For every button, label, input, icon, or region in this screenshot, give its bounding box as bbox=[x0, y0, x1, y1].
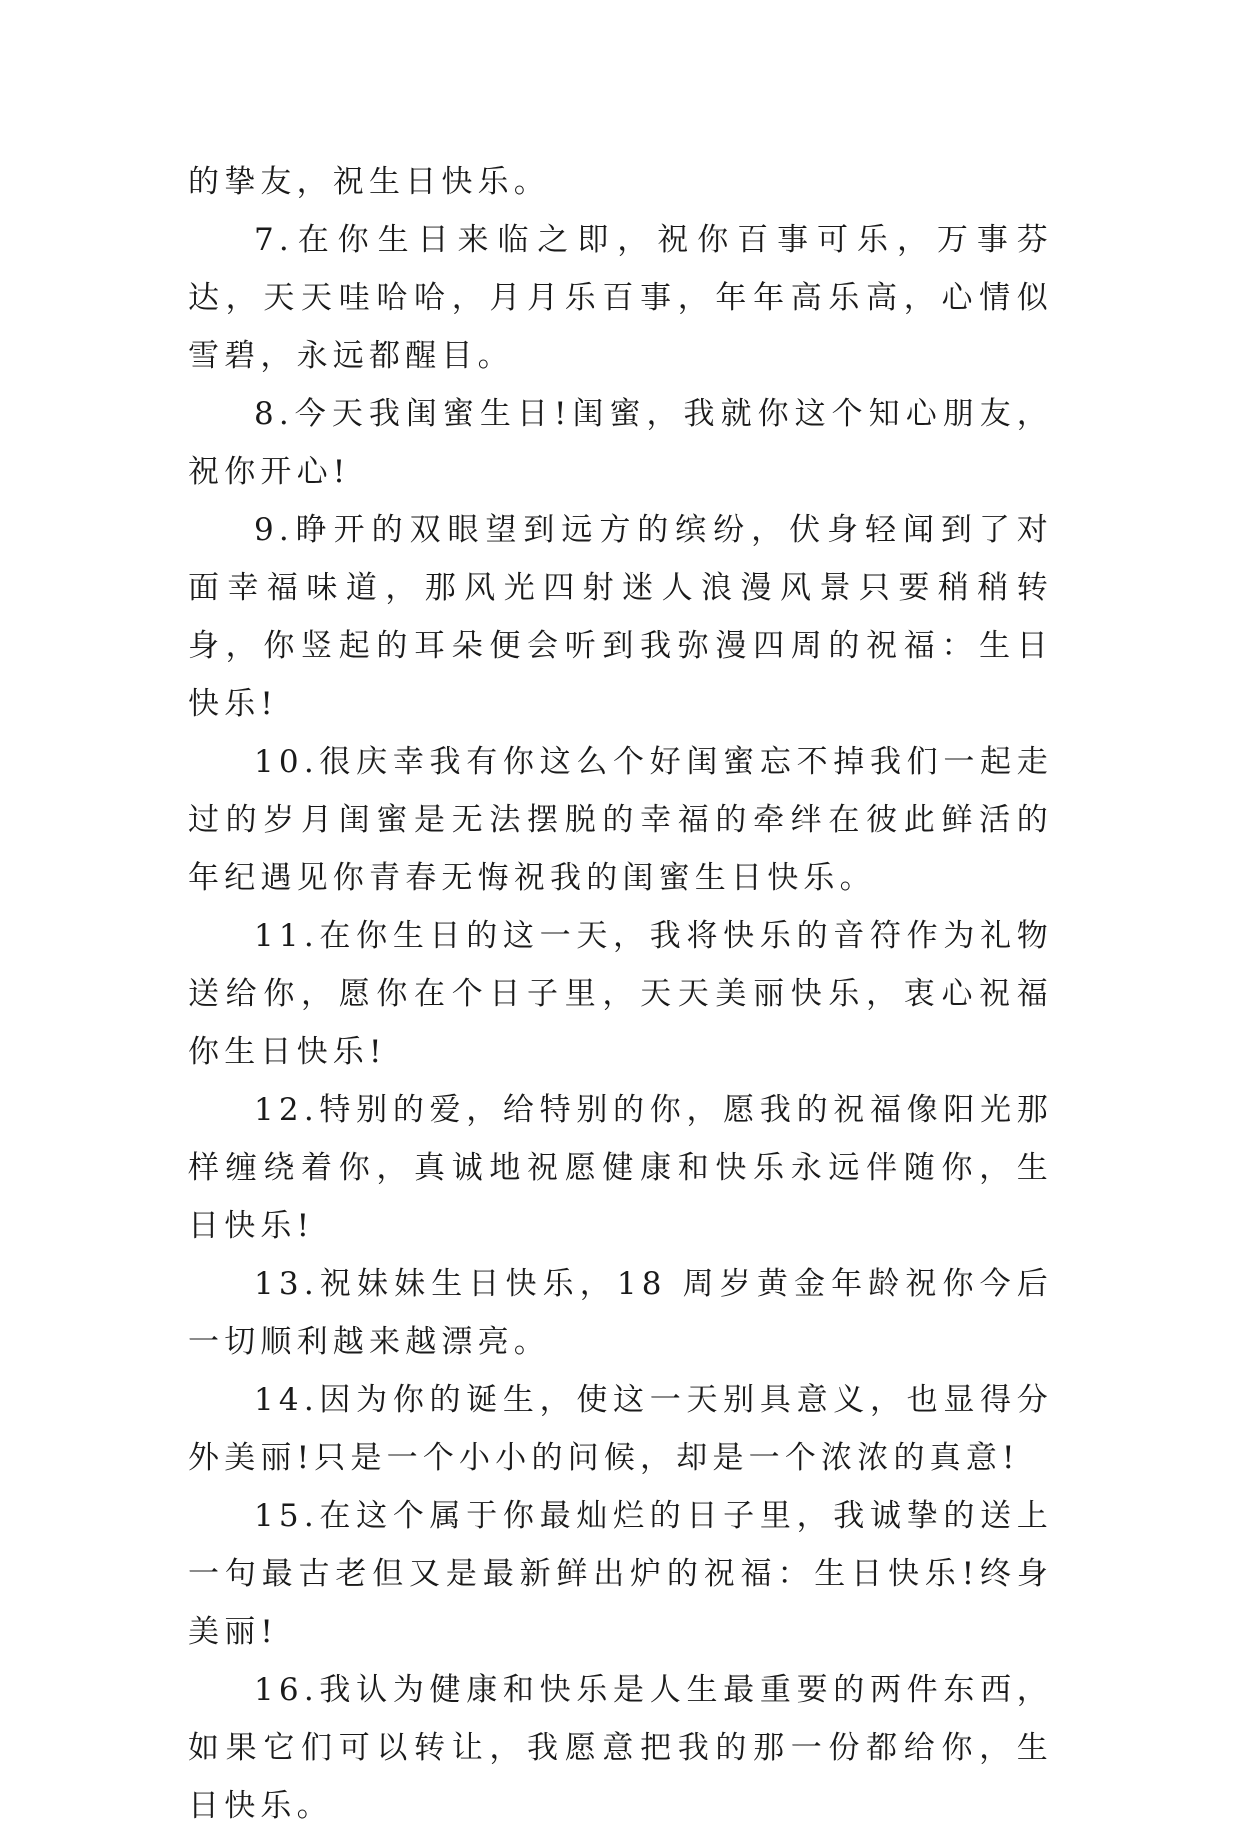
paragraph-item-10: 10.很庆幸我有你这么个好闺蜜忘不掉我们一起走过的岁月闺蜜是无法摆脱的幸福的牵绊在彼此鲜活的年纪遇见你青春无悔祝我的闺蜜生日快乐。 bbox=[188, 744, 1053, 896]
paragraph-continuation: 的挚友，祝生日快乐。 bbox=[188, 164, 550, 200]
paragraph-item-13: 13.祝妹妹生日快乐，18 周岁黄金年龄祝你今后一切顺利越来越漂亮。 bbox=[188, 1266, 1053, 1360]
paragraph-item-11: 11.在你生日的这一天，我将快乐的音符作为礼物送给你，愿你在个日子里，天天美丽快乐，衷心祝福你生日快乐! bbox=[188, 918, 1053, 1070]
paragraph-item-14: 14.因为你的诞生，使这一天别具意义，也显得分外美丽!只是一个小小的问候，却是一个浓浓的真意! bbox=[188, 1382, 1053, 1476]
paragraph-item-12: 12.特别的爱，给特别的你，愿我的祝福像阳光那样缠绕着你，真诚地祝愿健康和快乐永远伴随你，生日快乐! bbox=[188, 1092, 1053, 1244]
paragraph-item-8: 8.今天我闺蜜生日!闺蜜，我就你这个知心朋友，祝你开心! bbox=[188, 396, 1053, 490]
paragraph-item-16: 16.我认为健康和快乐是人生最重要的两件东西，如果它们可以转让，我愿意把我的那一份都给你，生日快乐。 bbox=[188, 1672, 1053, 1824]
paragraph-item-9: 9.睁开的双眼望到远方的缤纷，伏身轻闻到了对面幸福味道，那风光四射迷人浪漫风景只要稍稍转身，你竖起的耳朵便会听到我弥漫四周的祝福：生日快乐! bbox=[188, 512, 1053, 722]
document-body bbox=[188, 153, 1053, 1835]
paragraph-item-7: 7.在你生日来临之即，祝你百事可乐，万事芬达，天天哇哈哈，月月乐百事，年年高乐高，心情似雪碧，永远都醒目。 bbox=[188, 222, 1053, 374]
paragraph-item-15: 15.在这个属于你最灿烂的日子里，我诚挚的送上一句最古老但又是最新鲜出炉的祝福：生日快乐!终身美丽! bbox=[188, 1498, 1053, 1650]
